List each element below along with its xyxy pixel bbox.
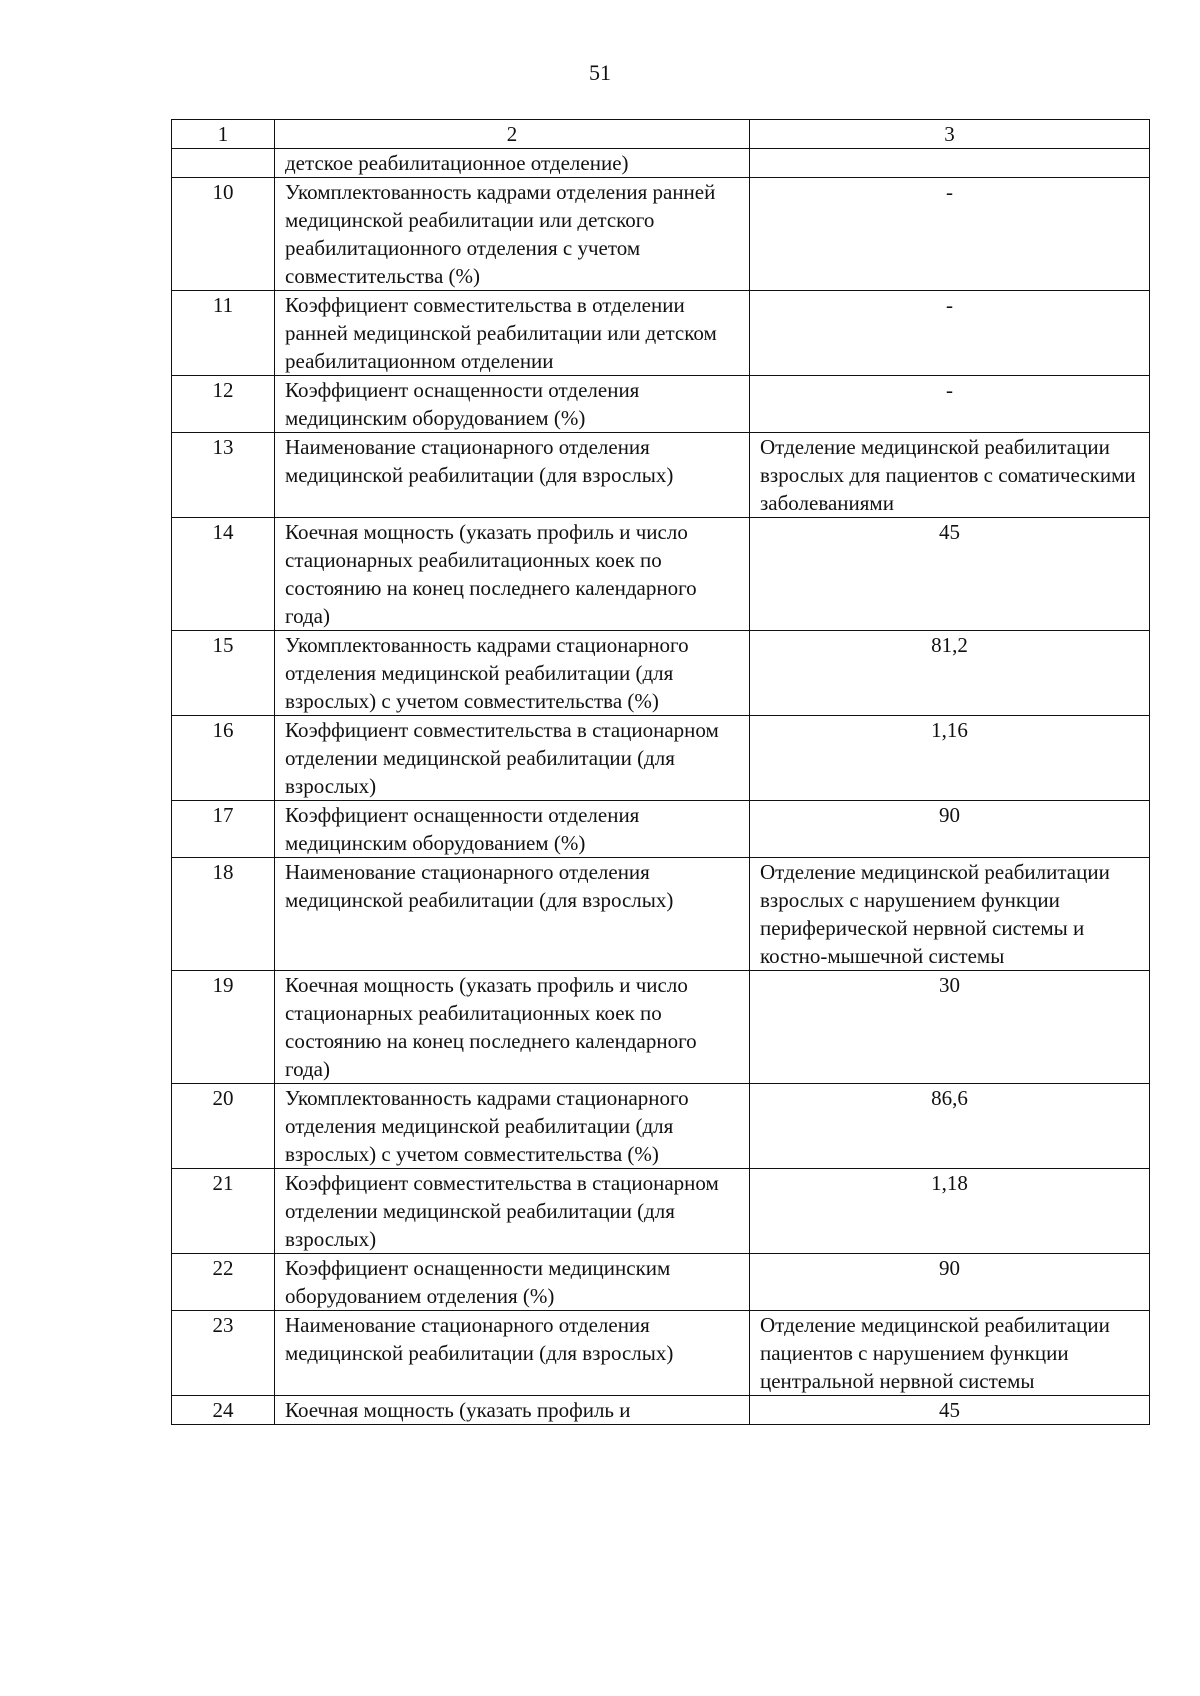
indicator-name: Коечная мощность (указать профиль и — [275, 1396, 750, 1425]
row-number: 13 — [172, 433, 275, 518]
indicator-name: Наименование стационарного отделения медицинской реабилитации (для взрослых) — [275, 858, 750, 971]
row-number: 24 — [172, 1396, 275, 1425]
indicator-name: Коечная мощность (указать профиль и число стационарных реабилитационных коек по состоянию на конец последнего календарного года) — [275, 518, 750, 631]
indicator-value: 86,6 — [750, 1084, 1150, 1169]
table-header-row — [172, 120, 1150, 149]
table-row — [172, 801, 1150, 858]
indicator-name: Коэффициент оснащенности отделения медицинским оборудованием (%) — [275, 801, 750, 858]
header-cell-3: 3 — [750, 120, 1150, 149]
indicator-name: Коэффициент оснащенности отделения медицинским оборудованием (%) — [275, 376, 750, 433]
indicator-name: Коечная мощность (указать профиль и число стационарных реабилитационных коек по состоянию на конец последнего календарного года) — [275, 971, 750, 1084]
table-row — [172, 971, 1150, 1084]
indicator-value: - — [750, 291, 1150, 376]
indicator-value: 1,18 — [750, 1169, 1150, 1254]
row-number: 16 — [172, 716, 275, 801]
table-row — [172, 1084, 1150, 1169]
indicator-value: 90 — [750, 801, 1150, 858]
page-number: 51 — [589, 60, 611, 85]
indicator-value: 30 — [750, 971, 1150, 1084]
indicator-name: Укомплектованность кадрами стационарного отделения медицинской реабилитации (для взрослых) с учетом совместительства (%) — [275, 1084, 750, 1169]
row-number: 23 — [172, 1311, 275, 1396]
header-cell-2: 2 — [275, 120, 750, 149]
indicator-value: Отделение медицинской реабилитации взрослых для пациентов с соматическими заболеваниями — [750, 433, 1150, 518]
table-row — [172, 1396, 1150, 1425]
indicator-value: - — [750, 178, 1150, 291]
table-row — [172, 291, 1150, 376]
table-row — [172, 518, 1150, 631]
header-cell-1: 1 — [172, 120, 275, 149]
row-number: 19 — [172, 971, 275, 1084]
indicator-name: Укомплектованность кадрами стационарного отделения медицинской реабилитации (для взрослых) с учетом совместительства (%) — [275, 631, 750, 716]
table-row — [172, 376, 1150, 433]
row-number: 22 — [172, 1254, 275, 1311]
table-row — [172, 1254, 1150, 1311]
indicator-value: 81,2 — [750, 631, 1150, 716]
table-row — [172, 149, 1150, 178]
indicator-name: Наименование стационарного отделения медицинской реабилитации (для взрослых) — [275, 1311, 750, 1396]
row-number: 15 — [172, 631, 275, 716]
row-number — [172, 149, 275, 178]
indicator-value: 45 — [750, 1396, 1150, 1425]
row-number: 10 — [172, 178, 275, 291]
indicator-name: Коэффициент совместительства в стационарном отделении медицинской реабилитации (для взрослых) — [275, 1169, 750, 1254]
indicator-name: Укомплектованность кадрами отделения ранней медицинской реабилитации или детского реабилитационного отделения с учетом совместительства (%) — [275, 178, 750, 291]
indicator-value: 45 — [750, 518, 1150, 631]
indicator-name: Коэффициент совместительства в отделении ранней медицинской реабилитации или детском реабилитационном отделении — [275, 291, 750, 376]
indicator-value — [750, 149, 1150, 178]
row-number: 17 — [172, 801, 275, 858]
table-row — [172, 178, 1150, 291]
indicator-name: Наименование стационарного отделения медицинской реабилитации (для взрослых) — [275, 433, 750, 518]
table-row — [172, 1311, 1150, 1396]
row-number: 21 — [172, 1169, 275, 1254]
indicator-value: - — [750, 376, 1150, 433]
table-row — [172, 716, 1150, 801]
row-number: 12 — [172, 376, 275, 433]
indicator-name: Коэффициент оснащенности медицинским оборудованием отделения (%) — [275, 1254, 750, 1311]
indicator-name: Коэффициент совместительства в стационарном отделении медицинской реабилитации (для взрослых) — [275, 716, 750, 801]
indicator-value: Отделение медицинской реабилитации пациентов с нарушением функции центральной нервной системы — [750, 1311, 1150, 1396]
indicator-value: 90 — [750, 1254, 1150, 1311]
table-row — [172, 631, 1150, 716]
table-row — [172, 858, 1150, 971]
indicator-value: Отделение медицинской реабилитации взрослых с нарушением функции периферической нервной системы и костно-мышечной системы — [750, 858, 1150, 971]
row-number: 20 — [172, 1084, 275, 1169]
row-number: 11 — [172, 291, 275, 376]
indicator-value: 1,16 — [750, 716, 1150, 801]
table-row — [172, 1169, 1150, 1254]
table-row — [172, 433, 1150, 518]
row-number: 18 — [172, 858, 275, 971]
indicator-table — [171, 119, 1150, 1425]
indicator-name: детское реабилитационное отделение) — [275, 149, 750, 178]
row-number: 14 — [172, 518, 275, 631]
